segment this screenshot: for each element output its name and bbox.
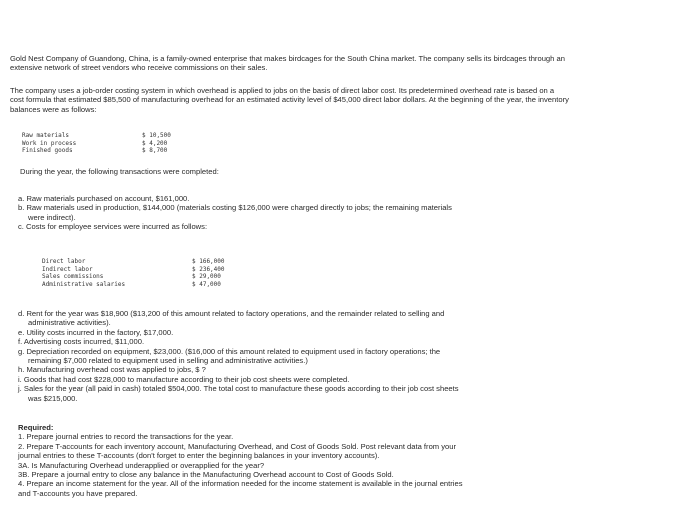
cost-label: Sales commissions [42, 273, 104, 281]
transactions-list-a-c [18, 194, 452, 232]
transaction-item: j. Sales for the year (all paid in cash) totaled $504,000. The total cost to manufacture these goods according to their job cost sheets [18, 384, 459, 394]
required-item: 1. Prepare journal entries to record the transactions for the year. [18, 432, 234, 442]
cost-row [42, 281, 252, 289]
transaction-item: g. Depreciation recorded on equipment, $23,000. ($16,000 of this amount related to equipment used in factory operations; the [18, 346, 441, 356]
cost-row [42, 266, 252, 274]
transaction-item: h. Manufacturing overhead cost was applied to jobs, $ ? [18, 365, 206, 375]
balance-label: Finished goods [22, 147, 73, 155]
cost-value: $ 29,000 [192, 273, 221, 281]
costing-system-paragraph: The company uses a job-order costing system in which overhead is applied to jobs on the basis of direct labor cost. Its predetermined overhead rate is based on a cost formula that estimated $85,500 of manufacturing overhead for an estimated activity level of $45,000 direct labor dollars. At the beginning of the year, the inventory balances were as follows: [10, 86, 569, 114]
balance-row [22, 132, 202, 140]
cost-label: Administrative salaries [42, 280, 126, 288]
transaction-item-continued: administrative activities). [28, 318, 111, 328]
required-section [18, 423, 538, 498]
transaction-item-continued: was $215,000. [28, 393, 78, 403]
cost-label: Direct labor [42, 258, 86, 265]
transaction-item: c. Costs for employee services were incurred as follows: [18, 222, 208, 232]
transaction-item: e. Utility costs incurred in the factory, $17,000. [18, 327, 174, 337]
transaction-item: i. Goods that had cost $228,000 to manufacture according to their job cost sheets were completed. [18, 374, 350, 384]
transaction-item-continued: remaining $7,000 related to equipment used in selling and administrative activities.) [28, 356, 308, 366]
balance-row [22, 140, 202, 148]
transaction-item: a. Raw materials purchased on account, $161,000. [18, 194, 190, 203]
required-item: 3B. Prepare a journal entry to close any balance in the Manufacturing Overhead account to Cost of Goods Sold. [18, 470, 394, 480]
balance-label: Raw materials [22, 132, 69, 139]
transactions-list-d-j [18, 309, 459, 403]
balance-row [22, 147, 202, 155]
employee-costs-table [42, 258, 252, 288]
required-heading: Required: [18, 423, 54, 432]
required-item: 3A. Is Manufacturing Overhead underapplied or overapplied for the year? [18, 460, 265, 470]
transactions-intro: During the year, the following transactions were completed: [20, 167, 219, 176]
inventory-balances-table [22, 132, 202, 155]
required-item: 2. Prepare T-accounts for each inventory account, Manufacturing Overhead, and Cost of Goods Sold. Post relevant data from your [18, 441, 457, 451]
cost-value: $ 236,400 [192, 265, 225, 273]
balance-value: $ 4,200 [142, 139, 168, 147]
balance-value: $ 10,500 [142, 132, 171, 139]
transaction-item: f. Advertising costs incurred, $11,000. [18, 337, 145, 347]
cost-value: $ 166,000 [192, 258, 225, 265]
balance-label: Work in process [22, 139, 77, 147]
required-item: and T-accounts you have prepared. [18, 488, 138, 498]
transaction-item-continued: were indirect). [28, 212, 76, 222]
required-item: journal entries to these T-accounts (don't forget to enter the beginning balances in your inventory accounts). [18, 451, 380, 461]
required-item: 4. Prepare an income statement for the year. All of the information needed for the income statement is available in the journal entries [18, 479, 463, 489]
cost-label: Indirect labor [42, 265, 93, 273]
cost-row [42, 258, 252, 266]
intro-paragraph: Gold Nest Company of Guandong, China, is a family-owned enterprise that makes birdcages for the South China market. The company sells its birdcages through an extensive network of street vendors who receive commissions on their sales. [10, 54, 565, 73]
transaction-item: b. Raw materials used in production, $144,000 (materials costing $126,000 were charged directly to jobs; the remaining materials [18, 203, 452, 213]
transaction-item: d. Rent for the year was $18,900 ($13,200 of this amount related to factory operations, and the remainder related to selling and [18, 309, 445, 318]
cost-value: $ 47,000 [192, 280, 221, 288]
cost-row [42, 273, 252, 281]
balance-value: $ 8,700 [142, 147, 168, 155]
